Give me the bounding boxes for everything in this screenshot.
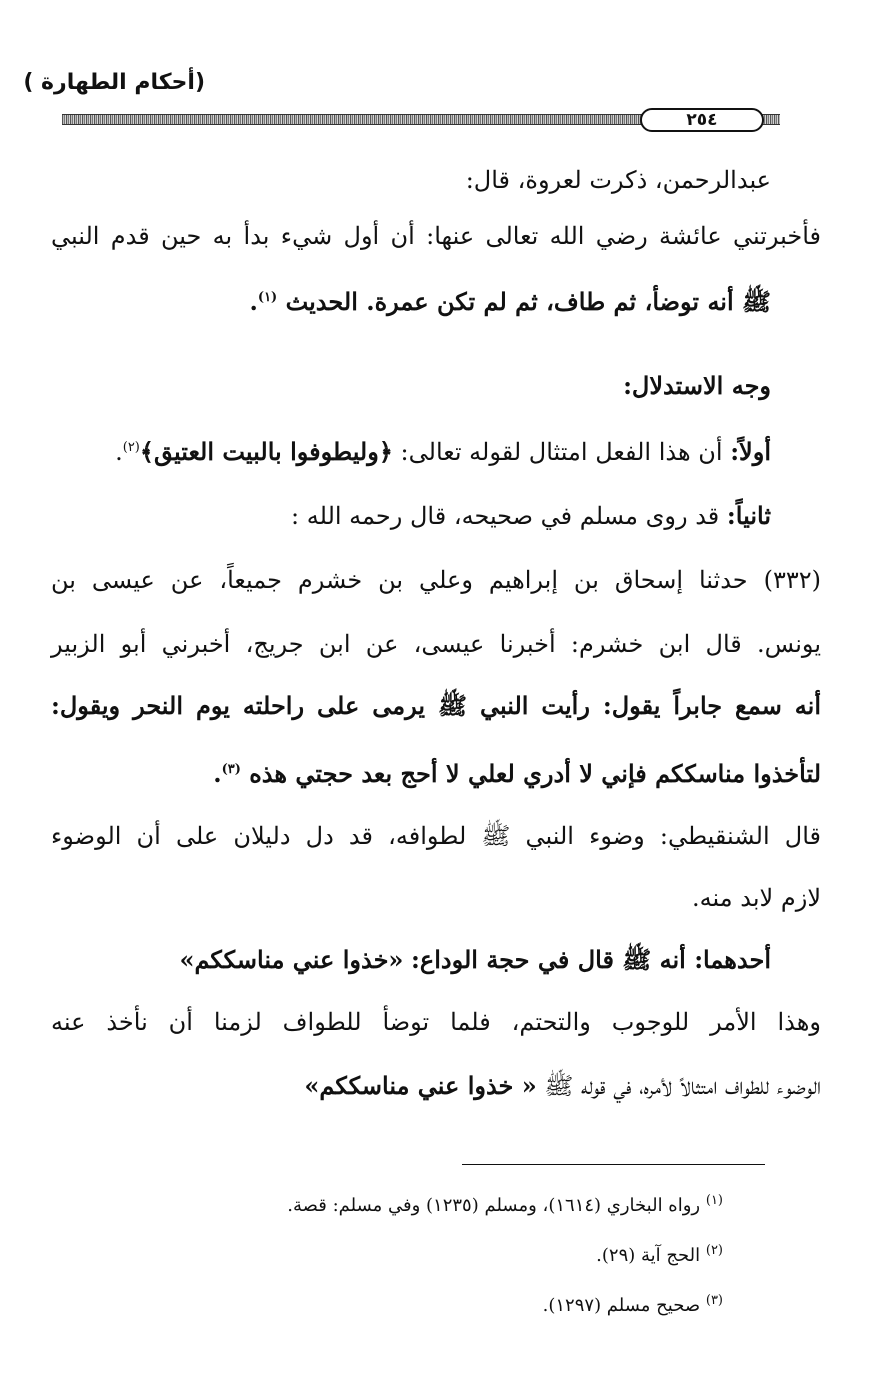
footnote-number: (٣) <box>705 1293 723 1308</box>
text-line-8: يونس. قال ابن خشرم: أخبرنا عيسى، عن ابن جريج، أخبرني أبو الزبير <box>51 630 821 658</box>
text-line-1: عبدالرحمن، ذكرت لعروة، قال: <box>465 166 771 194</box>
text-line-12: لازم لابد منه. <box>692 884 821 912</box>
footnote-1 <box>287 1186 723 1221</box>
text-line-5: أولاً: أن هذا الفعل امتثال لقوله تعالى: ﴿وليطوفوا بالبيت العتيق﴾$^{(٢)}$. <box>115 437 771 466</box>
point-text-first: أن هذا الفعل امتثال لقوله تعالى: <box>400 438 723 466</box>
footnote-ref-3: (٣) <box>221 762 241 777</box>
text-line-3: ﷺ أنه توضأ، ثم طاف، ثم لم تكن عمرة. الحديث $^{(١)}$. <box>249 287 771 316</box>
first-evidence-lead: أحدهما: أنه ﷺ قال في حجة الوداع: <box>411 945 771 974</box>
text-line-6 <box>291 496 771 536</box>
footnote-ref-2: (٢) <box>122 440 140 455</box>
footnote-separator <box>462 1164 765 1165</box>
running-header-title: (أحكام الطهارة ) <box>23 70 205 95</box>
point-lead-first: أولاً: <box>730 437 771 466</box>
footnote-number: (١) <box>705 1193 723 1208</box>
text-line-10: لتأخذوا مناسككم فإني لا أدري لعلي لا أحج بعد حجتي هذه $^{(٣)}$. <box>213 759 821 788</box>
footnote-text: الحج آية (٢٩). <box>596 1245 701 1266</box>
hadith-text: ﷺ أنه توضأ، ثم طاف، ثم لم تكن عمرة. الحديث <box>285 287 771 316</box>
page-number: ٢٥٤ <box>640 108 764 132</box>
text-line-15 <box>304 1066 821 1106</box>
quran-quote: ﴿وليطوفوا بالبيت العتيق﴾ <box>139 437 393 466</box>
closing-text: الوضوء للطواف امتثالاً لأمره، في قوله ﷺ <box>544 1072 821 1100</box>
text-line-13 <box>179 940 771 980</box>
footnote-3 <box>543 1286 723 1321</box>
header-rule <box>62 108 780 130</box>
hadith-quote: لتأخذوا مناسككم فإني لا أدري لعلي لا أحج بعد حجتي هذه <box>249 759 821 788</box>
section-heading: وجه الاستدلال: <box>623 371 771 400</box>
footnote-ref-1: (١) <box>257 290 278 305</box>
footnote-text: صحيح مسلم (١٢٩٧). <box>542 1295 701 1316</box>
text-line-7: (٣٣٢) حدثنا إسحاق بن إبراهيم وعلي بن خشرم جميعاً، عن عيسى بن <box>51 566 821 594</box>
text-line-9: أنه سمع جابراً يقول: رأيت النبي ﷺ يرمى على راحلته يوم النحر ويقول: <box>51 691 821 720</box>
text-line-14: وهذا الأمر للوجوب والتحتم، فلما توضأ للطواف لزمنا أن نأخذ عنه <box>51 1008 821 1036</box>
footnote-text: رواه البخاري (١٦١٤)، ومسلم (١٢٣٥) وفي مسلم: قصة. <box>287 1195 701 1216</box>
text-line-2: فأخبرتني عائشة رضي الله تعالى عنها: أن أول شيء بدأ به حين قدم النبي <box>51 222 821 250</box>
first-evidence-quote: «خذوا عني مناسككم» <box>179 945 404 974</box>
point-text-second: قد روى مسلم في صحيحه، قال رحمه الله : <box>291 502 720 530</box>
text-line-11: قال الشنقيطي: وضوء النبي ﷺ لطوافه، قد دل دليلان على أن الوضوء <box>51 822 821 850</box>
closing-quote: « خذوا عني مناسككم» <box>304 1071 537 1100</box>
footnote-number: (٢) <box>705 1243 723 1258</box>
point-lead-second: ثانياً: <box>726 501 771 530</box>
footnote-2 <box>596 1236 723 1271</box>
